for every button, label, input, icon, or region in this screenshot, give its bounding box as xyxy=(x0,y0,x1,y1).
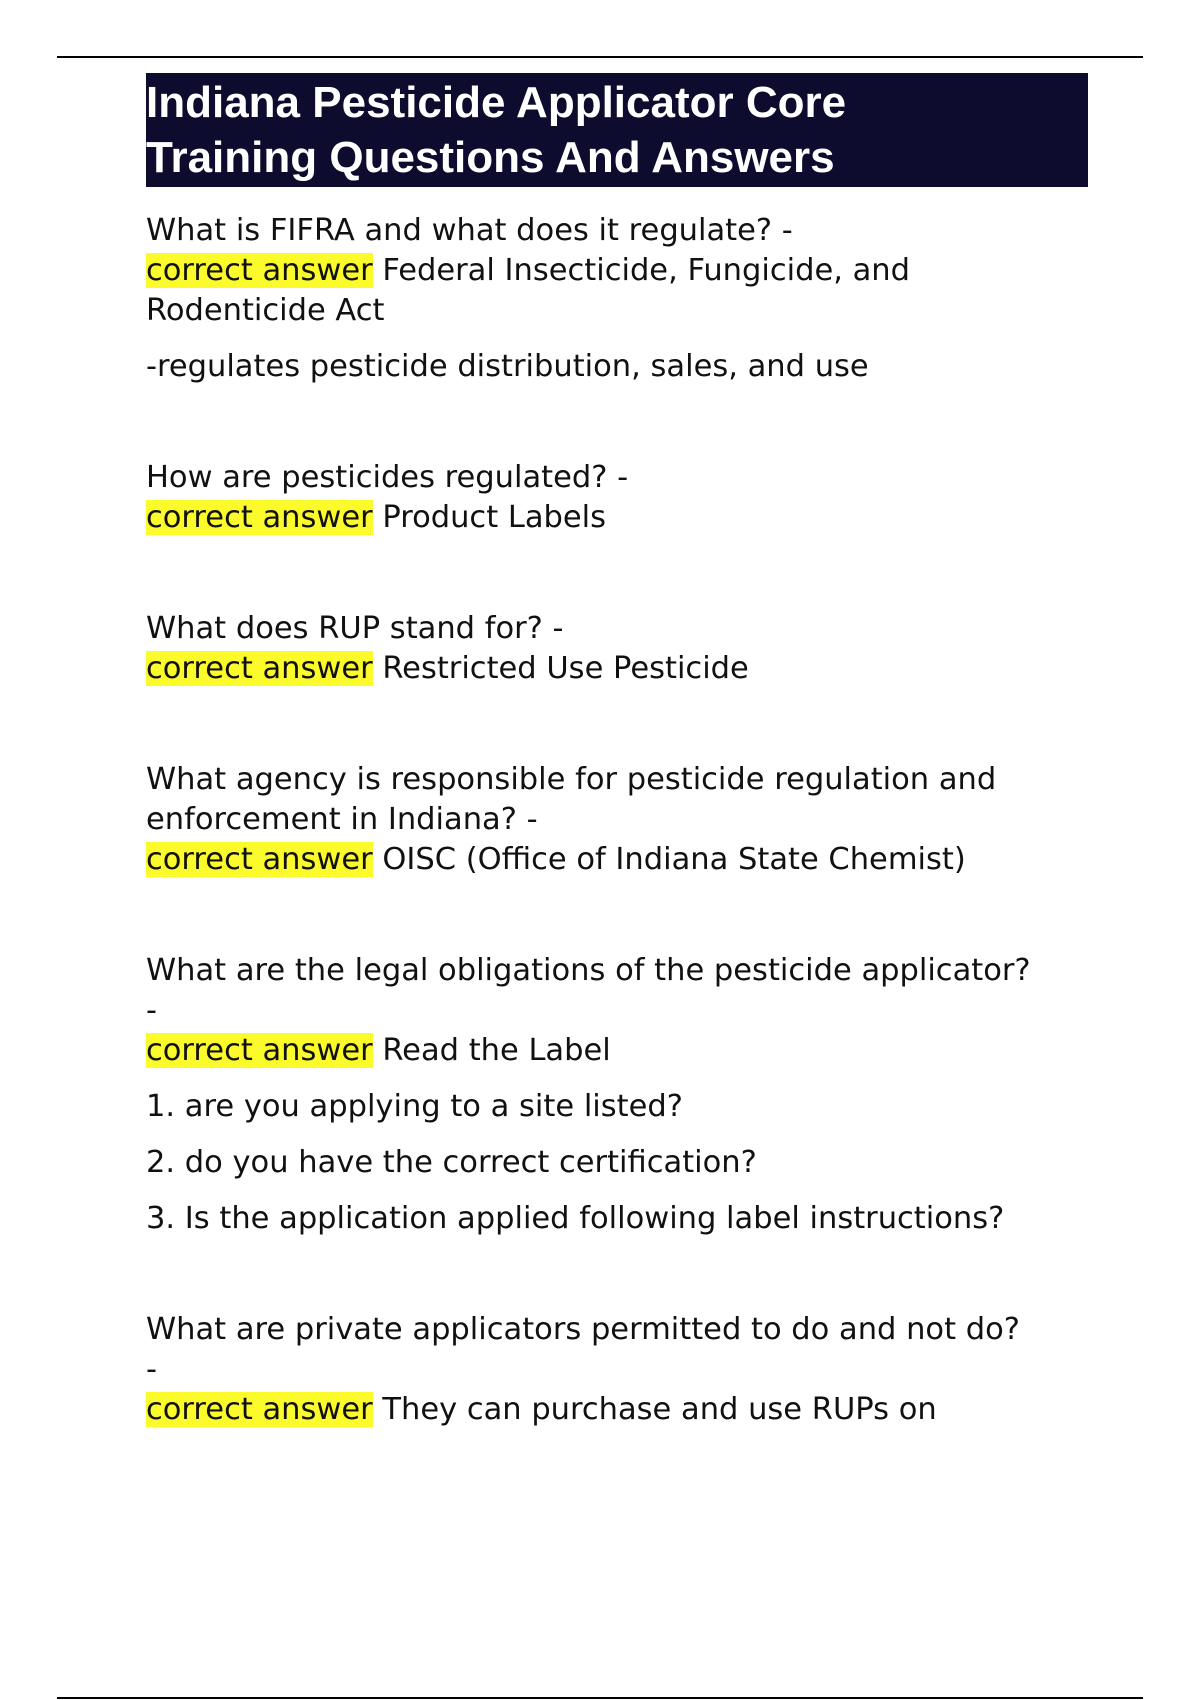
answer-line xyxy=(146,1031,1088,1071)
answer-line xyxy=(146,840,1088,880)
question-text: What are the legal obligations of the pesticide applicator? xyxy=(146,953,1031,988)
qa-item-private-applicators xyxy=(146,1310,1088,1430)
correct-answer-label: correct answer xyxy=(146,500,373,535)
answer-line xyxy=(146,251,1088,291)
qa-list xyxy=(146,211,1088,1430)
question-text-continued: - xyxy=(146,993,158,1028)
qa-item-fifra xyxy=(146,211,1088,387)
question-text-continued: - xyxy=(146,1352,158,1387)
answer-text: OISC (Office of Indiana State Chemist) xyxy=(382,842,966,877)
answer-text: They can purchase and use RUPs on xyxy=(382,1392,937,1427)
correct-answer-label: correct answer xyxy=(146,842,373,877)
title-line-2: Training Questions And Answers xyxy=(146,133,835,182)
correct-answer-label: correct answer xyxy=(146,1033,373,1068)
answer-text: Read the Label xyxy=(382,1033,611,1068)
answer-text: Federal Insecticide, Fungicide, and xyxy=(382,253,910,288)
answer-list-item-3: 3. Is the application applied following label instructions? xyxy=(146,1201,1005,1236)
correct-answer-label: correct answer xyxy=(146,1392,373,1427)
qa-item-rup xyxy=(146,609,1088,689)
answer-line xyxy=(146,649,1088,689)
correct-answer-label: correct answer xyxy=(146,651,373,686)
qa-item-regulation xyxy=(146,458,1088,538)
answer-text: Product Labels xyxy=(382,500,607,535)
question-text: What is FIFRA and what does it regulate? - xyxy=(146,213,793,248)
answer-detail: -regulates pesticide distribution, sales, and use xyxy=(146,349,869,384)
question-text: What are private applicators permitted to do and not do? xyxy=(146,1312,1020,1347)
answer-line xyxy=(146,1390,1088,1430)
question-text-continued: enforcement in Indiana? - xyxy=(146,802,538,837)
question-text: How are pesticides regulated? - xyxy=(146,460,629,495)
document-body xyxy=(146,73,1088,1430)
bottom-divider xyxy=(57,1697,1143,1699)
answer-text: Restricted Use Pesticide xyxy=(382,651,749,686)
qa-item-agency xyxy=(146,760,1088,880)
top-divider xyxy=(57,56,1143,58)
document-title xyxy=(146,73,1088,187)
qa-item-legal-obligations xyxy=(146,951,1088,1239)
question-text: What does RUP stand for? - xyxy=(146,611,564,646)
question-text: What agency is responsible for pesticide regulation and xyxy=(146,762,997,797)
answer-line xyxy=(146,498,1088,538)
correct-answer-label: correct answer xyxy=(146,253,373,288)
answer-list-item-1: 1. are you applying to a site listed? xyxy=(146,1089,683,1124)
answer-list-item-2: 2. do you have the correct certification? xyxy=(146,1145,757,1180)
answer-text-continued: Rodenticide Act xyxy=(146,293,385,328)
title-line-1: Indiana Pesticide Applicator Core xyxy=(146,78,847,127)
